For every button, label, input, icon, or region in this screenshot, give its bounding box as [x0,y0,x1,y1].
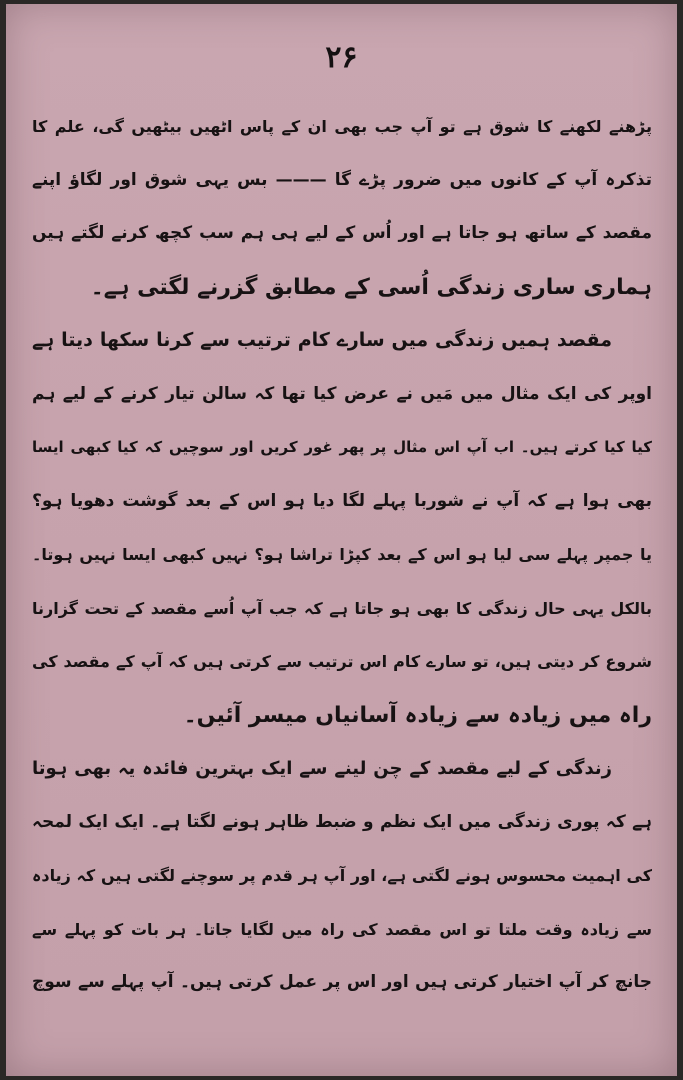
text-line: ہماری ساری زندگی اُسی کے مطابق گزرنے لگتی ہے۔ [90,274,652,300]
text-line: اوپر کی ایک مثال میں مَیں نے عرض کیا تھا کہ سالن تیار کرنے کے لیے ہم [32,383,652,404]
urdu-body-text [32,100,652,1010]
text-line: کیا کیا کرتے ہیں۔ اب آپ اس مثال پر پھر غور کریں اور سوچیں کہ کیا کبھی ایسا [32,438,652,456]
text-line: شروع کر دیتی ہیں، تو سارے کام اس ترتیب سے کرتی ہیں کہ آپ کے مقصد کی [32,652,652,671]
text-line: راہ میں زیادہ سے زیادہ آسانیاں میسر آئیں۔ [183,702,652,728]
text-line: جانچ کر آپ اختیار کرتی ہیں اور اس پر عمل کرتی ہیں۔ آپ پہلے سے سوچ [32,972,652,992]
book-page [6,4,677,1076]
text-line: تذکرہ آپ کے کانوں میں ضرور پڑے گا ——— بس یہی شوق اور لگاؤ اپنے [32,169,652,190]
text-line: پڑھنے لکھنے کا شوق ہے تو آپ جب بھی ان کے پاس اٹھیں بیٹھیں گی، علم کا [32,117,652,136]
text-line: بھی ہوا ہے کہ آپ نے شوربا پہلے لگا دیا ہو اس کے بعد گوشت دھویا ہو؟ [32,490,652,511]
text-line: ہے کہ پوری زندگی میں ایک نظم و ضبط ظاہر ہونے لگتا ہے۔ ایک ایک لمحہ [32,811,652,832]
text-line: یا جمپر پہلے سی لیا ہو اس کے بعد کپڑا تراشا ہو؟ نہیں کبھی ایسا نہیں ہوتا۔ [32,545,652,564]
text-line: بالکل یہی حال زندگی کا بھی ہو جاتا ہے کہ جب آپ اُسے مقصد کے تحت گزارنا [32,598,652,618]
page-number: ۲۶ [325,40,358,75]
text-line: مقصد کے ساتھ ہو جاتا ہے اور اُس کے لیے ہی ہم سب کچھ کرنے لگتے ہیں [32,223,652,243]
text-line: سے زیادہ وقت ملتا تو اس مقصد کی راہ میں لگایا جاتا۔ ہر بات کو پہلے سے [32,919,652,939]
text-line: مقصد ہمیں زندگی میں سارے کام ترتیب سے کرنا سکھا دیتا ہے [32,329,612,351]
text-line: زندگی کے لیے مقصد کے چن لینے سے ایک بہترین فائدہ یہ بھی ہوتا [32,758,612,779]
text-line: کی اہمیت محسوس ہونے لگتی ہے، اور آپ ہر قدم پر سوچنے لگتی ہیں کہ زیادہ [32,866,652,885]
